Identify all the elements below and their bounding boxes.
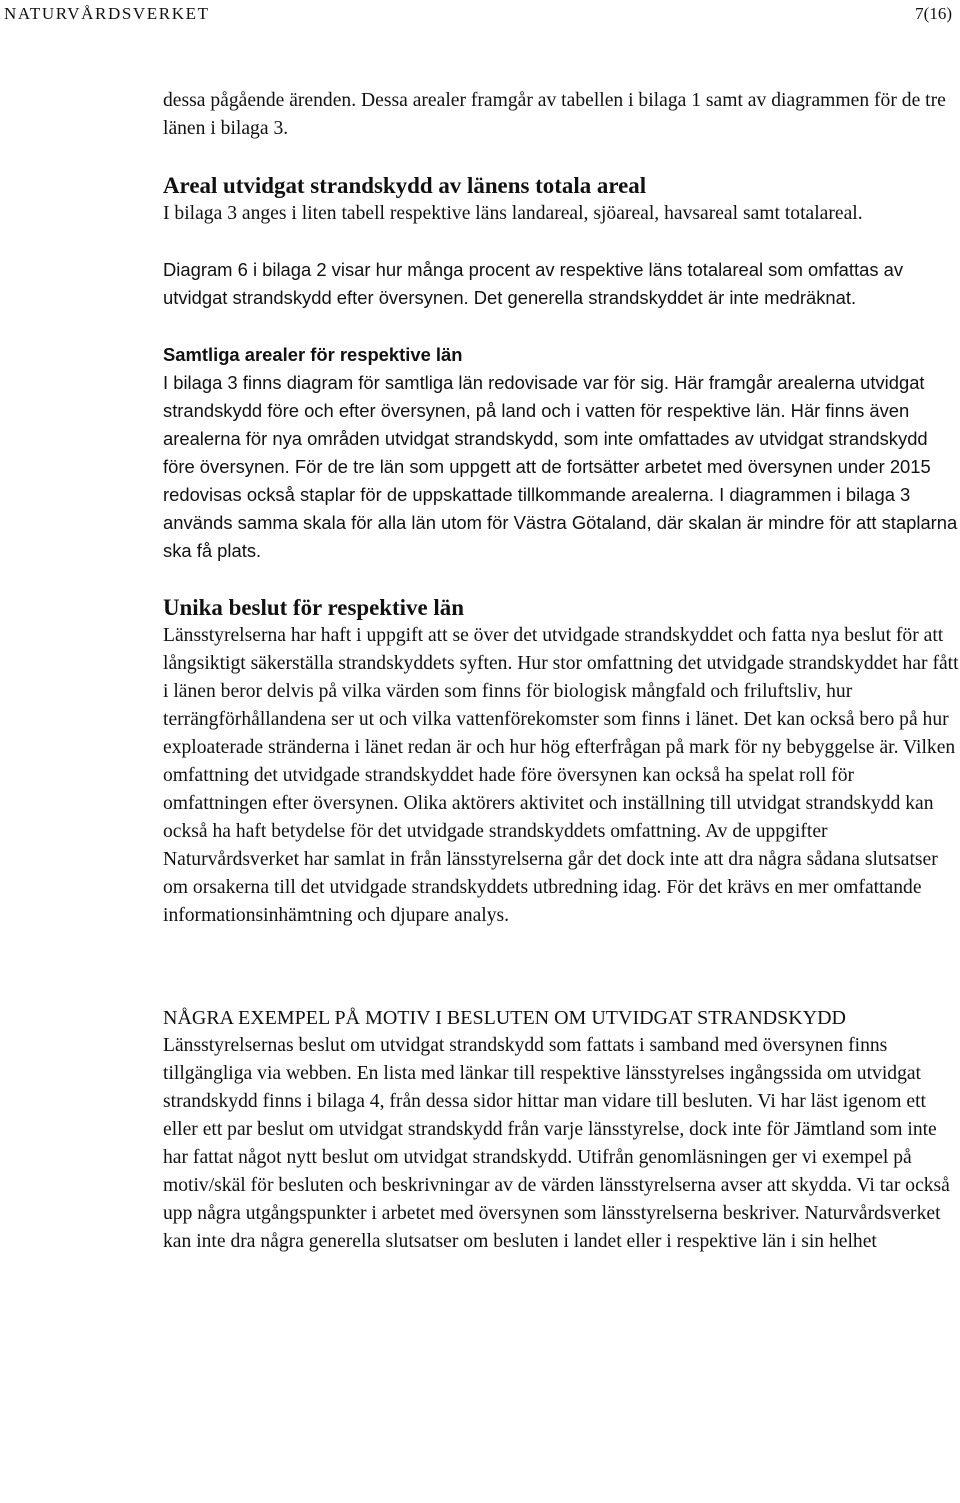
page-number: 7(16) [915,4,952,23]
intro-paragraph: dessa pågående ärenden. Dessa arealer framgår av tabellen i bilaga 1 samt av diagrammen för de tre länen i bilaga 3. [163,90,946,139]
samtliga-paragraph: I bilaga 3 finns diagram för samtliga län redovisade var för sig. Här framgår arealerna utvidgat strandskydd före och efter översynen, på land och i vatten för respektive län. Här finns även arealerna för nya områden utvidgat strandskydd, som inte omfattades av utvidgat strandskydd före översynen. För de tre län som uppgett att de fortsätter arbetet med översynen under 2015 redovisas också staplar för de uppskattade tillkommande arealerna. I diagrammen i bilaga 3 används samma skala för alla län utom för Västra Götaland, där skalan är mindre för att staplarna ska få plats. [163,372,958,561]
page-header [0,0,960,40]
areal-paragraph-2: Diagram 6 i bilaga 2 visar hur många procent av respektive läns totalareal som omfattas av utvidgat strandskydd efter översynen. Det generella strandskyddet är inte medräknat. [163,259,904,308]
publisher-name: NATURVÅRDSVERKET [4,4,210,23]
section-heading-unika: Unika beslut för respektive län [163,595,464,620]
section-heading-exempel: NÅGRA EXEMPEL PÅ MOTIV I BESLUTEN OM UTVIDGAT STRANDSKYDD [163,1007,846,1029]
areal-paragraph-1: I bilaga 3 anges i liten tabell respektive läns landareal, sjöareal, havsareal samt totalareal. [163,203,863,224]
document-body [163,87,960,1256]
unika-paragraph: Länsstyrelserna har haft i uppgift att se över det utvidgade strandskyddet och fatta nya beslut för att långsiktigt säkerställa strandskyddets syften. Hur stor omfattning det utvidgade strandskyddet har fått i länen beror delvis på vilka värden som finns för biologisk mångfald och friluftsliv, hur terrängförhållandena ser ut och vilka vattenförekomster som finns i länet. Det kan också bero på hur exploaterade stränderna i länet redan är och hur hög efterfrågan på mark för ny bebyggelse är. Vilken omfattning det utvidgade strandskyddet hade före översynen kan också ha spelat roll för omfattningen efter översynen. Olika aktörers aktivitet och inställning till utvidgat strandskydd kan också ha haft betydelse för det utvidgade strandskyddets omfattning. Av de uppgifter Naturvårdsverket har samlat in från länsstyrelserna går det dock inte att dra några sådana slutsatser om orsakerna till det utvidgade strandskyddets utbredning idag. För det krävs en mer omfattande informationsinhämtning och djupare analys. [163,625,959,926]
section-heading-areal: Areal utvidgat strandskydd av länens totala areal [163,173,647,198]
exempel-paragraph: Länsstyrelsernas beslut om utvidgat strandskydd som fattats i samband med översynen finns tillgängliga via webben. En lista med länkar till respektive länsstyrelses ingångssida om utvidgat strandskydd finns i bilaga 4, från dessa sidor hittar man vidare till besluten. Vi har läst igenom ett eller ett par beslut om utvidgat strandskydd från varje länsstyrelse, dock inte för Jämtland som inte har fattat något nytt beslut om utvidgat strandskydd. Utifrån genomläsningen ger vi exempel på motiv/skäl för besluten och beskrivningar av de värden länsstyrelserna avser att skydda. Vi tar också upp några utgångspunkter i arbetet med översynen som länsstyrelserna beskriver. Naturvårdsverket kan inte dra några generella slutsatser om besluten i landet eller i respektive län i sin helhet [163,1035,950,1252]
section-heading-samtliga: Samtliga arealer för respektive län [163,344,463,365]
